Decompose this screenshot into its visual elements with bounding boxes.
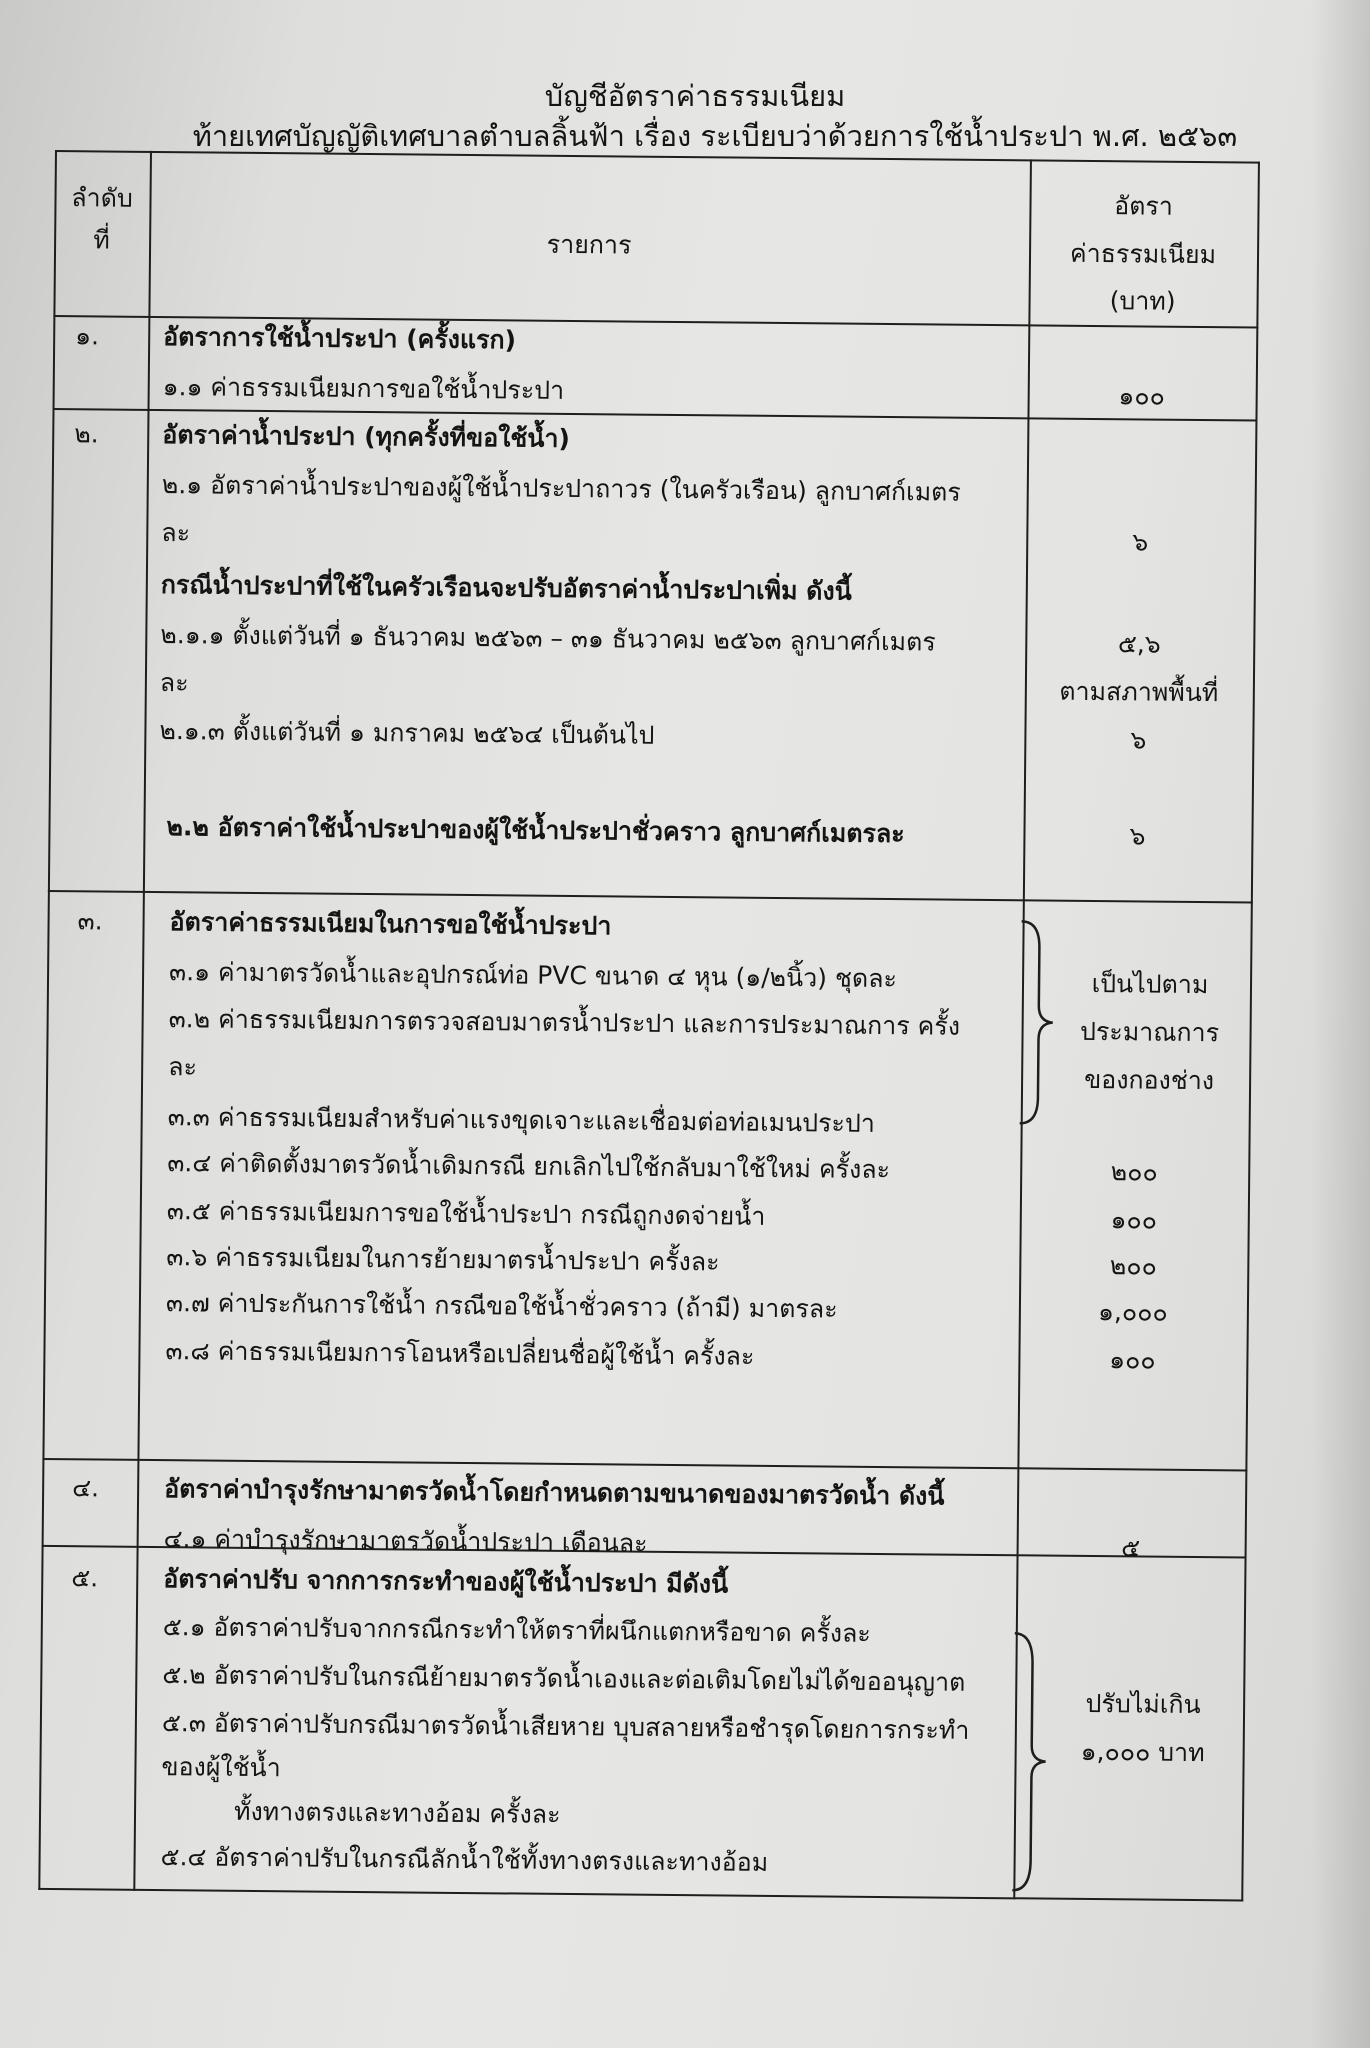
document-title: บัญชีอัตราค่าธรรมเนียม [544, 79, 846, 113]
rate-4-1: ๕ [1121, 1533, 1141, 1563]
item-2-1-line2: ละ [161, 518, 191, 548]
item-3-2-line2: ละ [168, 1052, 198, 1082]
item-4-1: ๔.๑ ค่าบำรุงรักษามาตรวัดน้ำประปา เดือนละ [163, 1524, 648, 1558]
item-3-4: ๓.๔ ค่าติดตั้งมาตรวัดน้ำเดิมกรณี ยกเลิกไปใช้กลับมาใช้ใหม่ ครั้งละ [167, 1148, 891, 1185]
document-subtitle: ท้ายเทศบัญญัติเทศบาลตำบลลิ้นฟ้า เรื่อง ระเบียบว่าด้วยการใช้น้ำประปา พ.ศ. ๒๕๖๓ [192, 119, 1238, 153]
section-3-heading: อัตราค่าธรรมเนียมในการขอใช้น้ำประปา [169, 907, 612, 941]
section-5-heading: อัตราค่าปรับ จากการกระทำของผู้ใช้น้ำประปา มีดังนี้ [163, 1564, 729, 1599]
rate-2-2: ๖ [1129, 821, 1146, 851]
section-2-subheading: กรณีน้ำประปาที่ใช้ในครัวเรือนจะปรับอัตราค่าน้ำประปาเพิ่ม ดังนี้ [160, 570, 852, 606]
rate-2-1-3: ๖ [1130, 725, 1147, 755]
section-5-note-line2: ๑,๐๐๐ บาท [1080, 1736, 1205, 1768]
rate-2-1-1: ๕,๖ [1117, 629, 1161, 659]
item-2-1-3: ๒.๑.๓ ตั้งแต่วันที่ ๑ มกราคม ๒๕๖๔ เป็นต้นไป [159, 716, 655, 750]
section-1-heading: อัตราการใช้น้ำประปา (ครั้งแรก) [163, 322, 517, 355]
item-5-2: ๕.๒ อัตราค่าปรับในกรณีย้ายมาตรวัดน้ำเองและต่อเติมโดยไม่ได้ขออนุญาต [162, 1660, 966, 1697]
section-5-number: ๕. [71, 1563, 99, 1593]
rate-1-1: ๑๐๐ [1118, 381, 1166, 411]
section-2-heading: อัตราค่าน้ำประปา (ทุกครั้งที่ขอใช้น้ำ) [162, 420, 571, 453]
item-3-6: ๓.๖ ค่าธรรมเนียมในการย้ายมาตรน้ำประปา ครั้งละ [166, 1242, 720, 1277]
page-edge-shadow [1310, 0, 1370, 2048]
item-3-2-line1: ๓.๒ ค่าธรรมเนียมการตรวจสอบมาตรน้ำประปา และการประมาณการ ครั้ง [168, 1004, 961, 1041]
item-3-7: ๓.๗ ค่าประกันการใช้น้ำ กรณีขอใช้น้ำชั่วคราว (ถ้ามี) มาตรละ [165, 1288, 838, 1324]
section-1-number: ๑. [75, 321, 100, 351]
item-1-1: ๑.๑ ค่าธรรมเนียมการขอใช้น้ำประปา [162, 372, 565, 405]
section-3-note-line3: ของกองช่าง [1084, 1064, 1215, 1096]
row-divider-2-3 [48, 890, 1253, 904]
item-2-1-1-line1: ๒.๑.๑ ตั้งแต่วันที่ ๑ ธันวาคม ๒๕๖๓ – ๓๑ ธันวาคม ๒๕๖๓ ลูกบาศก์เมตร [160, 620, 936, 657]
section-4-heading: อัตราค่าบำรุงรักษามาตรวัดน้ำโดยกำหนดตามขนาดของมาตรวัดน้ำ ดังนี้ [164, 1474, 945, 1511]
item-3-1: ๓.๑ ค่ามาตรวัดน้ำและอุปกรณ์ท่อ PVC ขนาด ๔ หุน (๑/๒นิ้ว) ชุดละ [168, 957, 898, 994]
section-3-number: ๓. [77, 906, 103, 936]
rate-3-7: ๑,๐๐๐ [1097, 1297, 1168, 1327]
item-5-1: ๕.๑ อัตราค่าปรับจากกรณีกระทำให้ตราที่ผนึกแตกหรือขาด ครั้งละ [162, 1612, 871, 1648]
item-5-4: ๕.๔ อัตราค่าปรับในกรณีลักน้ำใช้ทั้งทางตรงและทางอ้อม [160, 1842, 769, 1877]
item-3-3: ๓.๓ ค่าธรรมเนียมสำหรับค่าแรงขุดเจาะและเชื่อมต่อท่อเมนประปา [167, 1102, 875, 1138]
rate-2-1-1-note: ตามสภาพพื้นที่ [1059, 676, 1219, 708]
section-3-note-line2: ประมาณการ [1079, 1016, 1220, 1048]
item-3-5: ๓.๕ ค่าธรรมเนียมการขอใช้น้ำประปา กรณีถูกงดจ่ายน้ำ [166, 1196, 766, 1231]
item-3-8: ๓.๘ ค่าธรรมเนียมการโอนหรือเปลี่ยนชื่อผู้ใช้น้ำ ครั้งละ [165, 1336, 755, 1371]
table-border-left [38, 150, 57, 1890]
header-no-line2: ที่ [93, 225, 111, 255]
header-no-line1: ลำดับ [71, 183, 133, 213]
header-item: รายการ [546, 229, 632, 260]
column-divider-no [133, 151, 152, 1891]
fee-table [38, 150, 1260, 1901]
rate-3-8: ๑๐๐ [1109, 1345, 1156, 1375]
row-divider-3-4 [42, 1458, 1247, 1472]
table-border-bottom [38, 1888, 1243, 1902]
rate-3-5: ๑๐๐ [1110, 1205, 1158, 1235]
section-2-number: ๒. [74, 419, 99, 449]
item-5-3-line2: ของผู้ใช้น้ำ [161, 1752, 281, 1783]
header-rate-line1: อัตรา [1114, 191, 1174, 221]
header-rate-line2: ค่าธรรมเนียม [1069, 238, 1217, 270]
item-2-1-line1: ๒.๑ อัตราค่าน้ำประปาของผู้ใช้น้ำประปาถาวร (ในครัวเรือน) ลูกบาศก์เมตร [161, 470, 961, 507]
section-4-number: ๔. [72, 1473, 100, 1503]
rate-3-6: ๒๐๐ [1109, 1251, 1157, 1281]
item-5-3-line3: ทั้งทางตรงและทางอ้อม ครั้งละ [233, 1796, 561, 1829]
rate-2-1: ๖ [1132, 527, 1149, 557]
item-5-3-line1: ๕.๓ อัตราค่าปรับกรณีมาตรวัดน้ำเสียหาย บุบสลายหรือชำรุดโดยการกระทำ [161, 1708, 970, 1745]
header-rate-line3: (บาท) [1109, 286, 1176, 316]
section-5-note-line1: ปรับไม่เกิน [1085, 1688, 1201, 1720]
rate-3-4: ๒๐๐ [1110, 1157, 1158, 1187]
item-2-1-1-line2: ละ [159, 668, 189, 698]
section-3-note-line1: เป็นไปตาม [1091, 968, 1209, 1000]
item-2-2: ๒.๒ อัตราค่าใช้น้ำประปาของผู้ใช้น้ำประปาชั่วคราว ลูกบาศก์เมตรละ [166, 812, 905, 849]
